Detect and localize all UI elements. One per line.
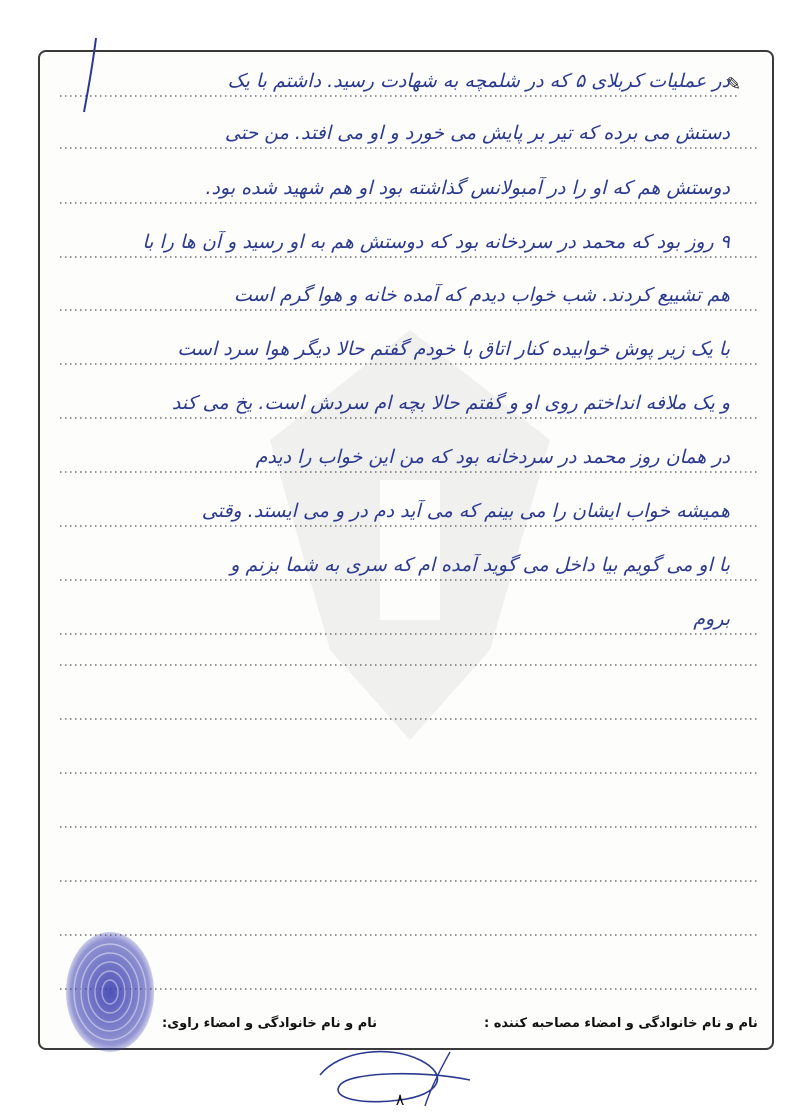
handwritten-line-4: ۹ روز بود که محمد در سردخانه بود که دوستش هم به او رسید و آن ها را با bbox=[142, 231, 730, 253]
handwritten-line-9: همیشه خواب ایشان را می بینم که می آید دم در و می ایستد. وقتی bbox=[201, 500, 730, 522]
handwritten-line-8: در همان روز محمد در سردخانه بود که من این خواب را دیدم bbox=[255, 446, 730, 468]
narrator-signature-label: نام و نام خانوادگی و امضاء راوی: bbox=[162, 1016, 377, 1031]
fingerprint-image bbox=[62, 928, 158, 1056]
handwritten-line-5: هم تشییع کردند. شب خواب دیدم که آمده خانه و هوا گرم است bbox=[233, 284, 730, 306]
handwritten-line-1: در عملیات کربلای ۵ که در شلمچه به شهادت رسید. داشتم با یک bbox=[227, 70, 730, 92]
handwritten-line-6: با یک زیر پوش خوابیده کنار اتاق با خودم گفتم حالا دیگر هوا سرد است bbox=[177, 338, 730, 360]
handwritten-line-7: و یک ملافه انداختم روی او و گفتم حالا بچه ام سردش است. یخ می کند bbox=[171, 392, 730, 414]
handwritten-line-10: با او می گویم بیا داخل می گوید آمده ام که سری به شما بزنم و bbox=[230, 554, 730, 576]
handwritten-line-3: دوستش هم که او را در آمبولانس گذاشته بود او هم شهید شده بود. bbox=[205, 177, 730, 199]
pen-icon: ✎ bbox=[726, 74, 742, 95]
handwritten-line-11: بروم bbox=[693, 608, 730, 630]
handwritten-line-2: دستش می برده که تیر بر پایش می خورد و او می افتد. من حتی bbox=[224, 122, 730, 144]
page-number: ۸ bbox=[395, 1090, 405, 1109]
interviewer-signature-label: نام و نام خانوادگی و امضاء مصاحبه کننده : bbox=[484, 1016, 758, 1031]
